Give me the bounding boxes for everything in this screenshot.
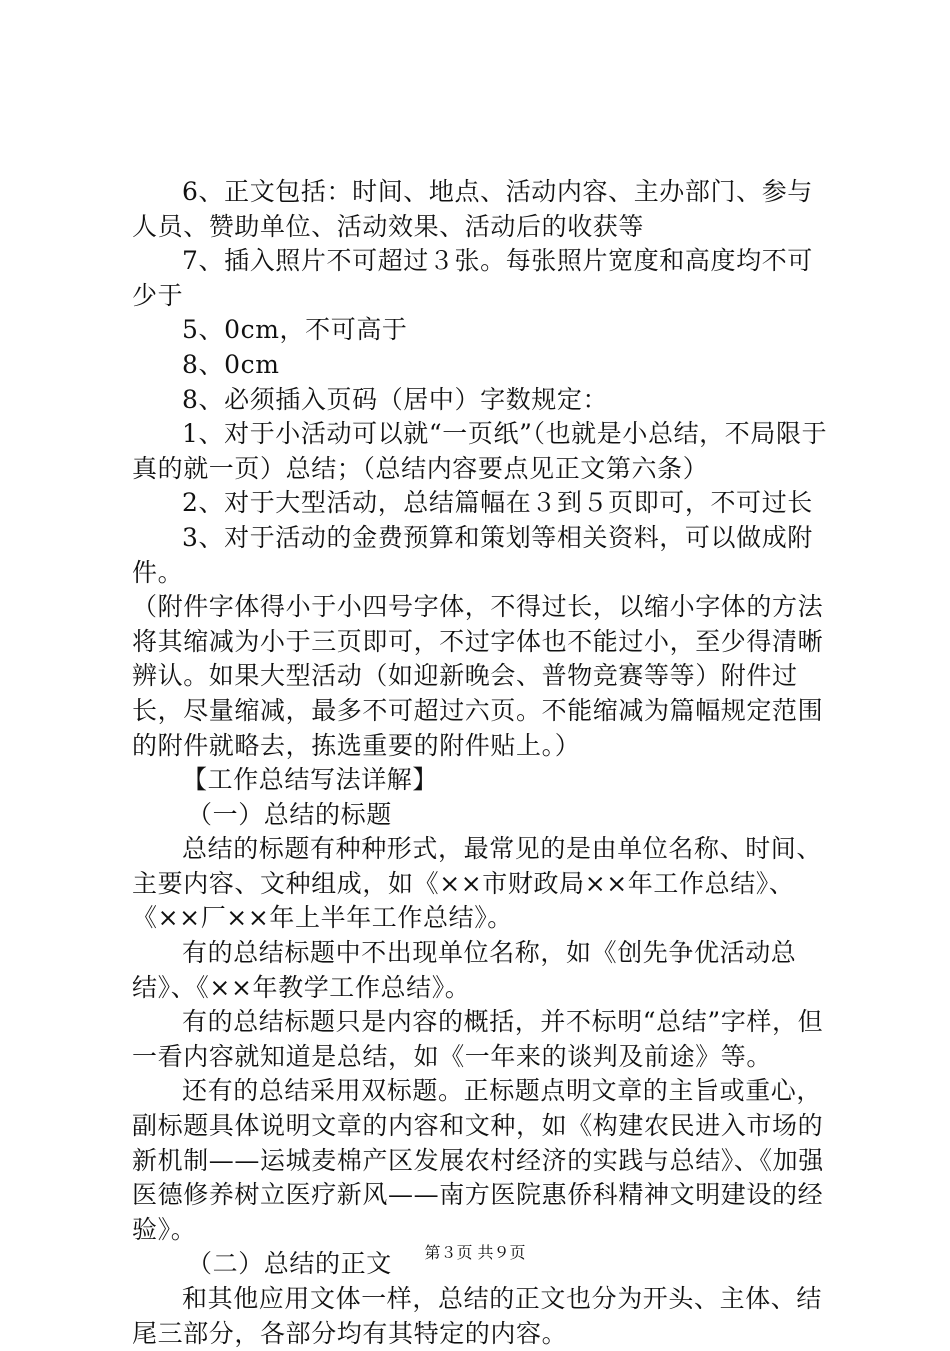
paragraph-small-activity: 1、对于小活动可以就“一页纸”（也就是小总结，不局限于真的就一页）总结；（总结内容要点见正文第六条）	[132, 419, 828, 483]
paragraph-attachment-notes: （附件字体得小于小四号字体，不得过长，以缩小字体的方法将其缩减为小于三页即可，不过字体也不能过小，至少得清晰辨认。如果大型活动（如迎新晚会、普物竞赛等等）附件过长，尽量缩减，最多不可超过六页。不能缩减为篇幅规定范围的附件就略去，拣选重要的附件贴上。）	[132, 592, 824, 760]
paragraph-title-no-unit: 有的总结标题中不出现单位名称，如《创先争优活动总结》、《××年教学工作总结》。	[132, 938, 797, 1002]
paragraph-photo-rule: 7、插入照片不可超过３张。每张照片宽度和高度均不可少于	[132, 246, 813, 310]
paragraph-attachments: 3、对于活动的金费预算和策划等相关资料，可以做成附件。	[132, 522, 813, 587]
page-footer: 第３页 共９页	[424, 1243, 526, 1262]
paragraph-body-content: 6、正文包括：时间、地点、活动内容、主办部门、参与人员、赞助单位、活动效果、活动后的收获等	[132, 177, 813, 241]
paragraph-title-summary: 有的总结标题只是内容的概括，并不标明“总结”字样，但一看内容就知道是总结，如《一年来的谈判及前途》等。	[132, 1007, 824, 1071]
paragraph-body-structure: 和其他应用文体一样，总结的正文也分为开头、主体、结尾三部分，各部分均有其特定的内容。	[132, 1284, 823, 1348]
paragraph-photo-max: 8、0cm	[182, 349, 280, 379]
subheading-title: （一）总结的标题	[187, 799, 392, 829]
subheading-body: （二）总结的正文	[187, 1249, 392, 1279]
paragraph-photo-min: 5、0cm，不可高于	[182, 315, 408, 345]
paragraph-title-forms: 总结的标题有种种形式，最常见的是由单位名称、时间、主要内容、文种组成，如《××市财政局××年工作总结》、《××厂××年上半年工作总结》。	[132, 834, 823, 933]
document-body	[132, 175, 832, 1351]
paragraph-page-number-rule: 8、必须插入页码（居中）字数规定：	[182, 384, 609, 414]
paragraph-double-title: 还有的总结采用双标题。正标题点明文章的主旨或重心，副标题具体说明文章的内容和文种，如《构建农民进入市场的新机制——运城麦棉产区发展农村经济的实践与总结》、《加强医德修养树立医疗新风——南方医院惠侨科精神文明建设的经验》。	[132, 1076, 824, 1244]
paragraph-large-activity: 2、对于大型活动，总结篇幅在３到５页即可，不可过长	[182, 488, 813, 518]
section-heading: 【工作总结写法详解】	[182, 765, 439, 795]
